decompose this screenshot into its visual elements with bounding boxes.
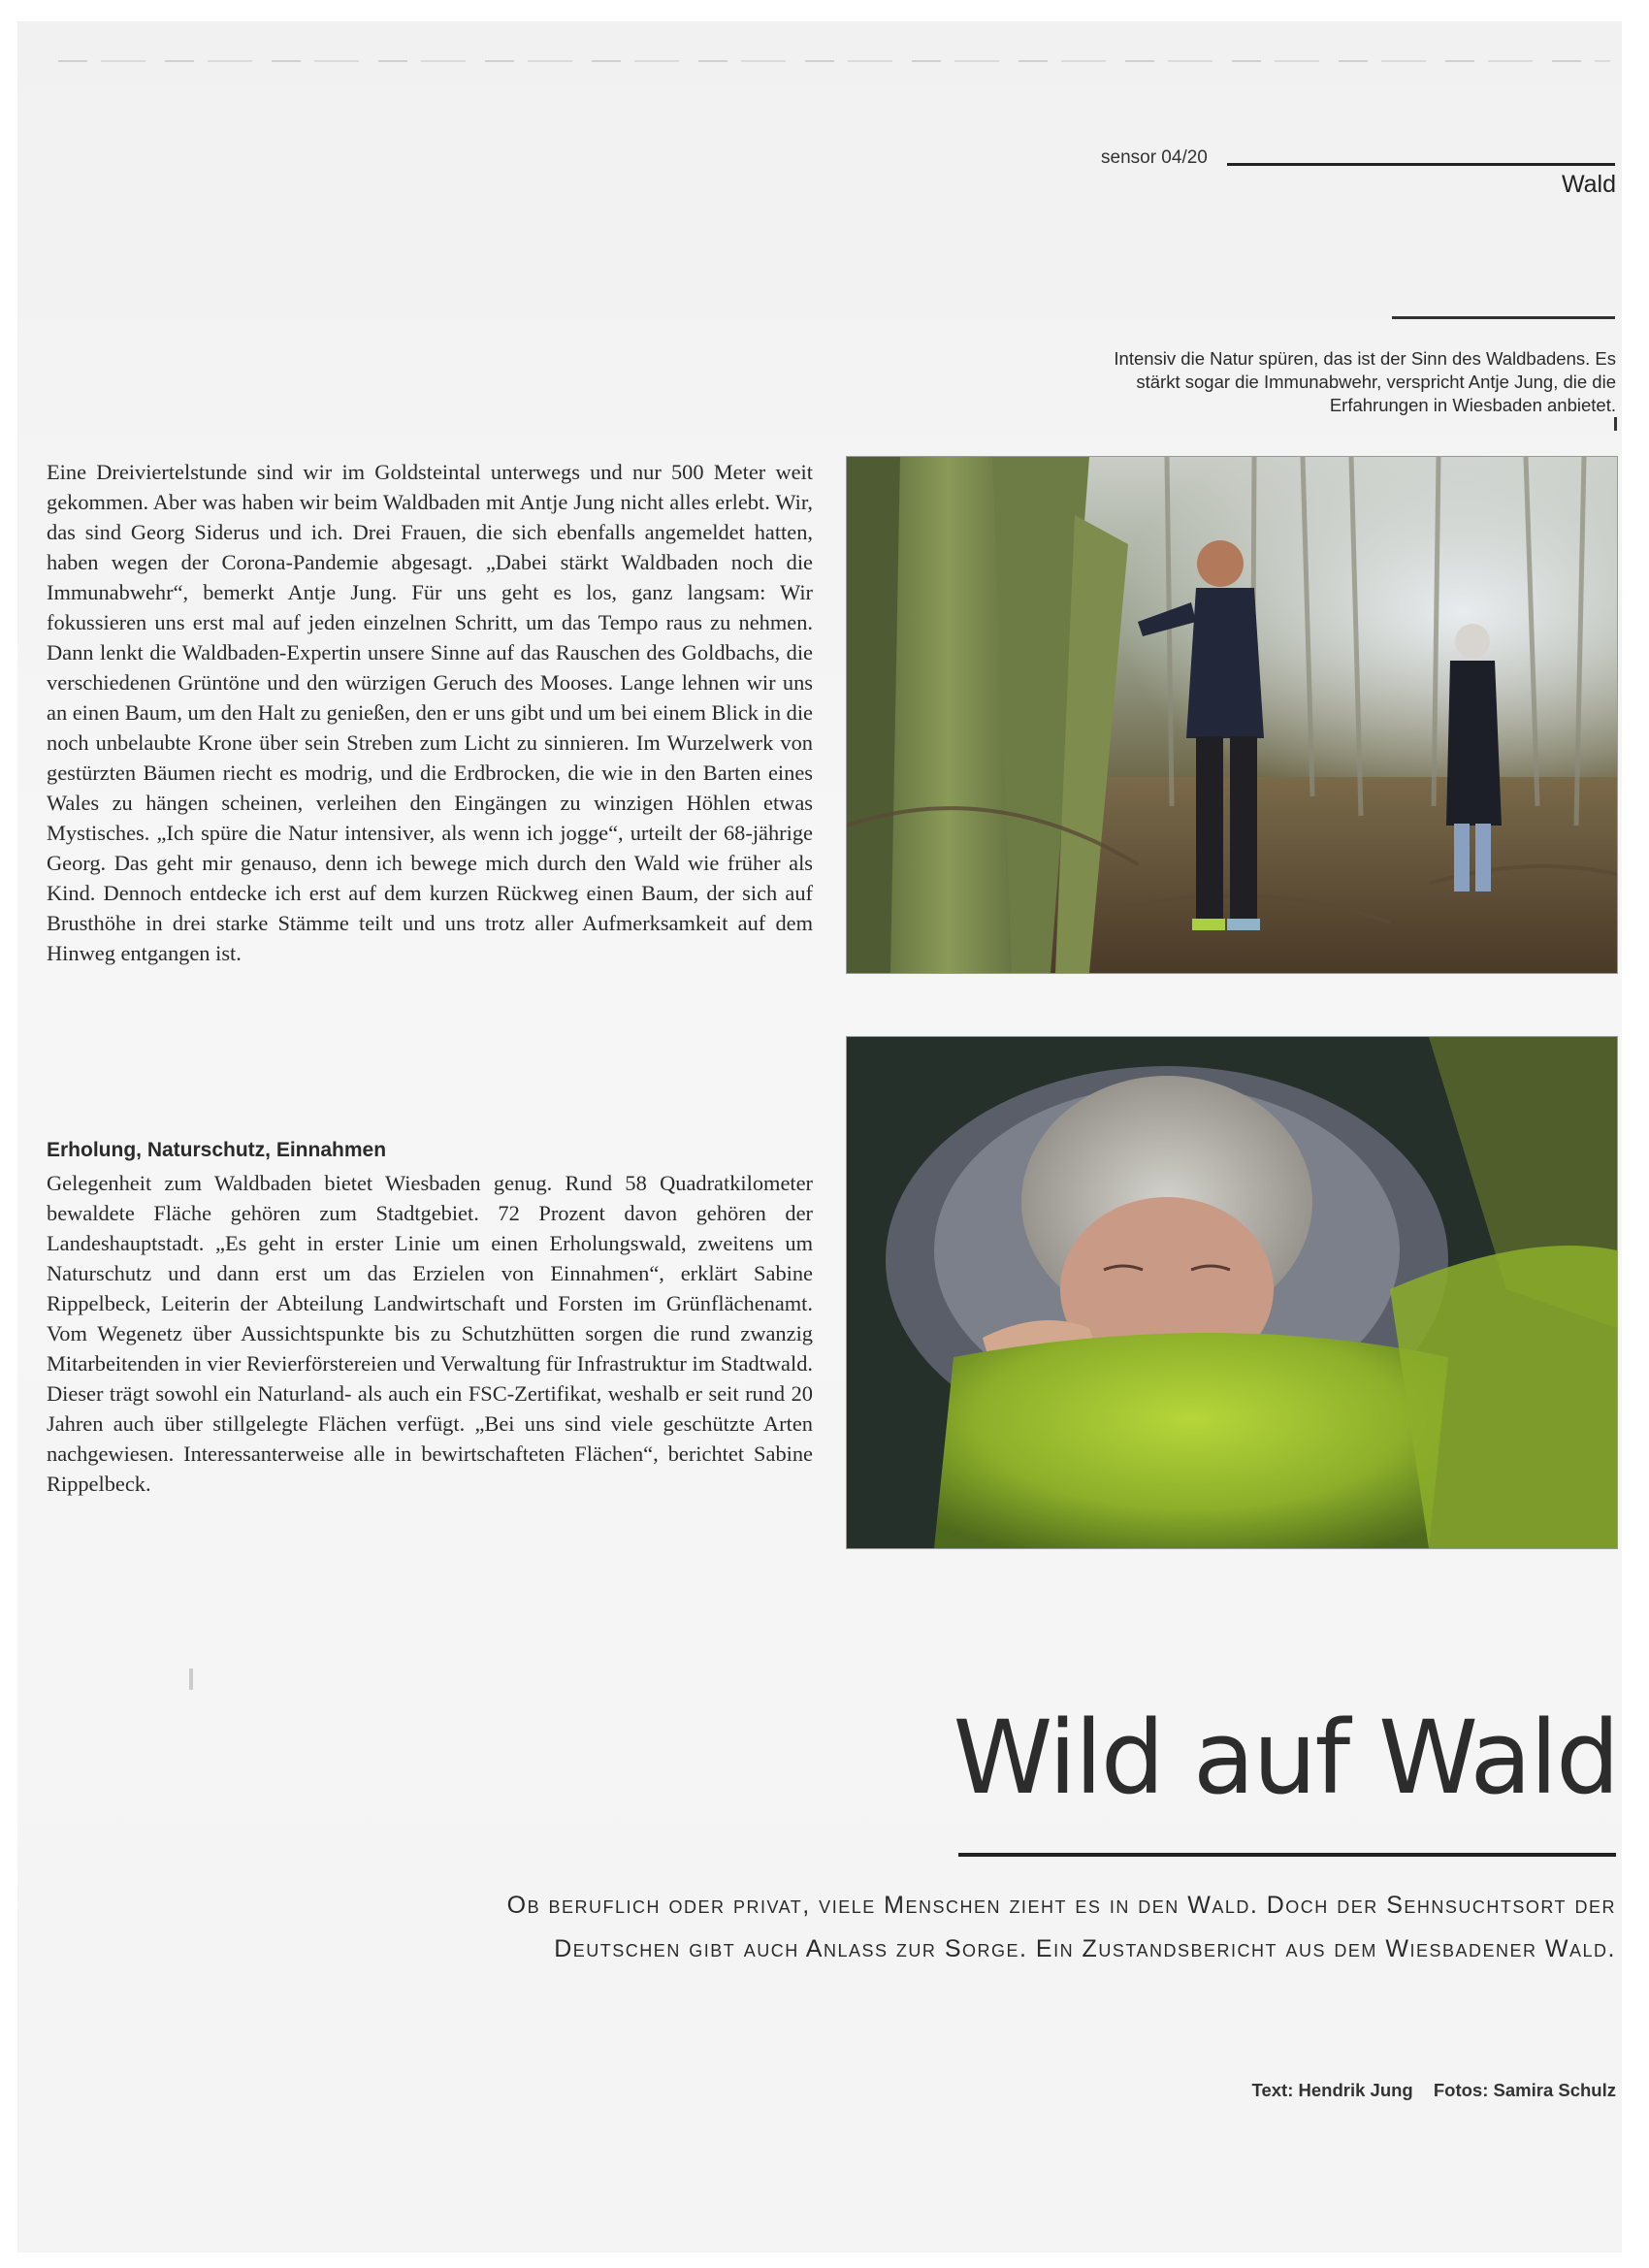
body-paragraph: Eine Dreiviertelstunde sind wir im Goldsteintal unterwegs und nur 500 Meter weit gekommen. Aber was haben wir beim Waldbaden mit Antje Jung nicht alles erlebt. Wir, das sind Georg Siderus und ich. Drei Frauen, die sich ebenfalls angemeldet hatten, haben wegen der Corona-Pandemie abgesagt. „Dabei stärkt Waldbaden noch die Immunabwehr“, bemerkt Antje Jung. Für uns geht es los, ganz langsam: Wir fokussieren uns erst mal auf jeden einzelnen Schritt, um das Tempo raus zu nehmen. Dann lenkt die Waldbaden-Expertin unsere Sinne auf das Rauschen des Goldbachs, die verschiedenen Grüntöne und den würzigen Geruch des Mooses. Lange lehnen wir uns an einen Baum, um den Halt zu genießen, den er uns gibt und um bei einem Blick in die noch unbelaubte Krone über sein Streben zum Licht zu sinnieren. Im Wurzelwerk von gestürzten Bäumen riecht es modrig, und die Erdbrocken, die wie in den Barten eines Wales zu hängen scheinen, verleihen den Eingängen zu winzigen Höhlen etwas Mystisches. „Ich spüre die Natur intensiver, als wenn ich jogge“, urteilt der 68-jährige Georg. Das geht mir genauso, denn ich bewege mich durch den Wald wie früher als Kind. Dennoch entdecke ich erst auf dem kurzen Rückweg einen Baum, der sich auf Brusthöhe in drei starke Stämme teilt und uns trotz aller Aufmerksamkeit auf dem Hinweg entgangen ist. [47,460,813,965]
section-label: Wald [1561,171,1616,198]
caption-end-mark [1614,417,1617,431]
scan-artifact [189,1669,193,1690]
moss-illustration [847,1037,1617,1548]
scan-edge [58,60,1610,62]
photo-moss-closeup [846,1036,1618,1549]
article-deck: Ob beruflich oder privat, viele Menschen zieht es in den Wald. Doch der Sehnsuchtsort der Deutschen gibt auch Anlass zur Sorge. Ein Zustandsbericht aus dem Wiesbadener Wald. [506,1892,1616,1962]
body-column-1 [47,457,813,968]
photo-caption: Intensiv die Natur spüren, das ist der Sinn des Waldbadens. Es stärkt sogar die Immunabwehr, verspricht Antje Jung, die die Erfahrungen in Wiesbaden anbietet. [1114,348,1616,415]
body-paragraph: Gelegenheit zum Waldbaden bietet Wiesbaden genug. Rund 58 Quadratkilometer bewaldete Fläche gehören zum Stadtgebiet. 72 Prozent davon gehören der Landeshauptstadt. „Es geht in erster Linie um einen Erholungswald, zweitens um Naturschutz und dann erst um das Erzielen von Einnahmen“, erklärt Sabine Rippelbeck, Leiterin der Abteilung Landwirtschaft und Forsten im Grünflächenamt. Vom Wegenetz über Aussichtspunkte bis zu Schutzhütten sorgen die rund zwanzig Mitarbeitenden in vier Revierförstereien und Verwaltung für Infrastruktur im Stadtwald. Dieser trägt sowohl ein Naturland- als auch ein FSC-Zertifikat, weshalb er seit rund 20 Jahren auch über stillgelegte Flächen verfügt. „Bei uns sind viele geschützte Arten nachgewiesen. Interessanterweise alle in bewirtschafteten Flächen“, berichtet Sabine Rippelbeck. [47,1171,813,1496]
subheading: Erholung, Naturschutz, Einnahmen [47,1139,387,1161]
title-rule [958,1853,1616,1857]
issue-label: sensor 04/20 [1101,147,1208,168]
article-title: Wild auf Wald [953,1699,1618,1817]
photo-forest-tree-hug [846,456,1618,974]
text-credit: Text: Hendrik Jung [1251,2080,1413,2100]
forest-illustration [847,457,1617,973]
photo-credit: Fotos: Samira Schulz [1433,2080,1616,2100]
body-column-2 [47,1168,813,1499]
credits [1067,2080,1616,2101]
caption-rule [1392,316,1615,319]
header-rule [1227,163,1615,166]
